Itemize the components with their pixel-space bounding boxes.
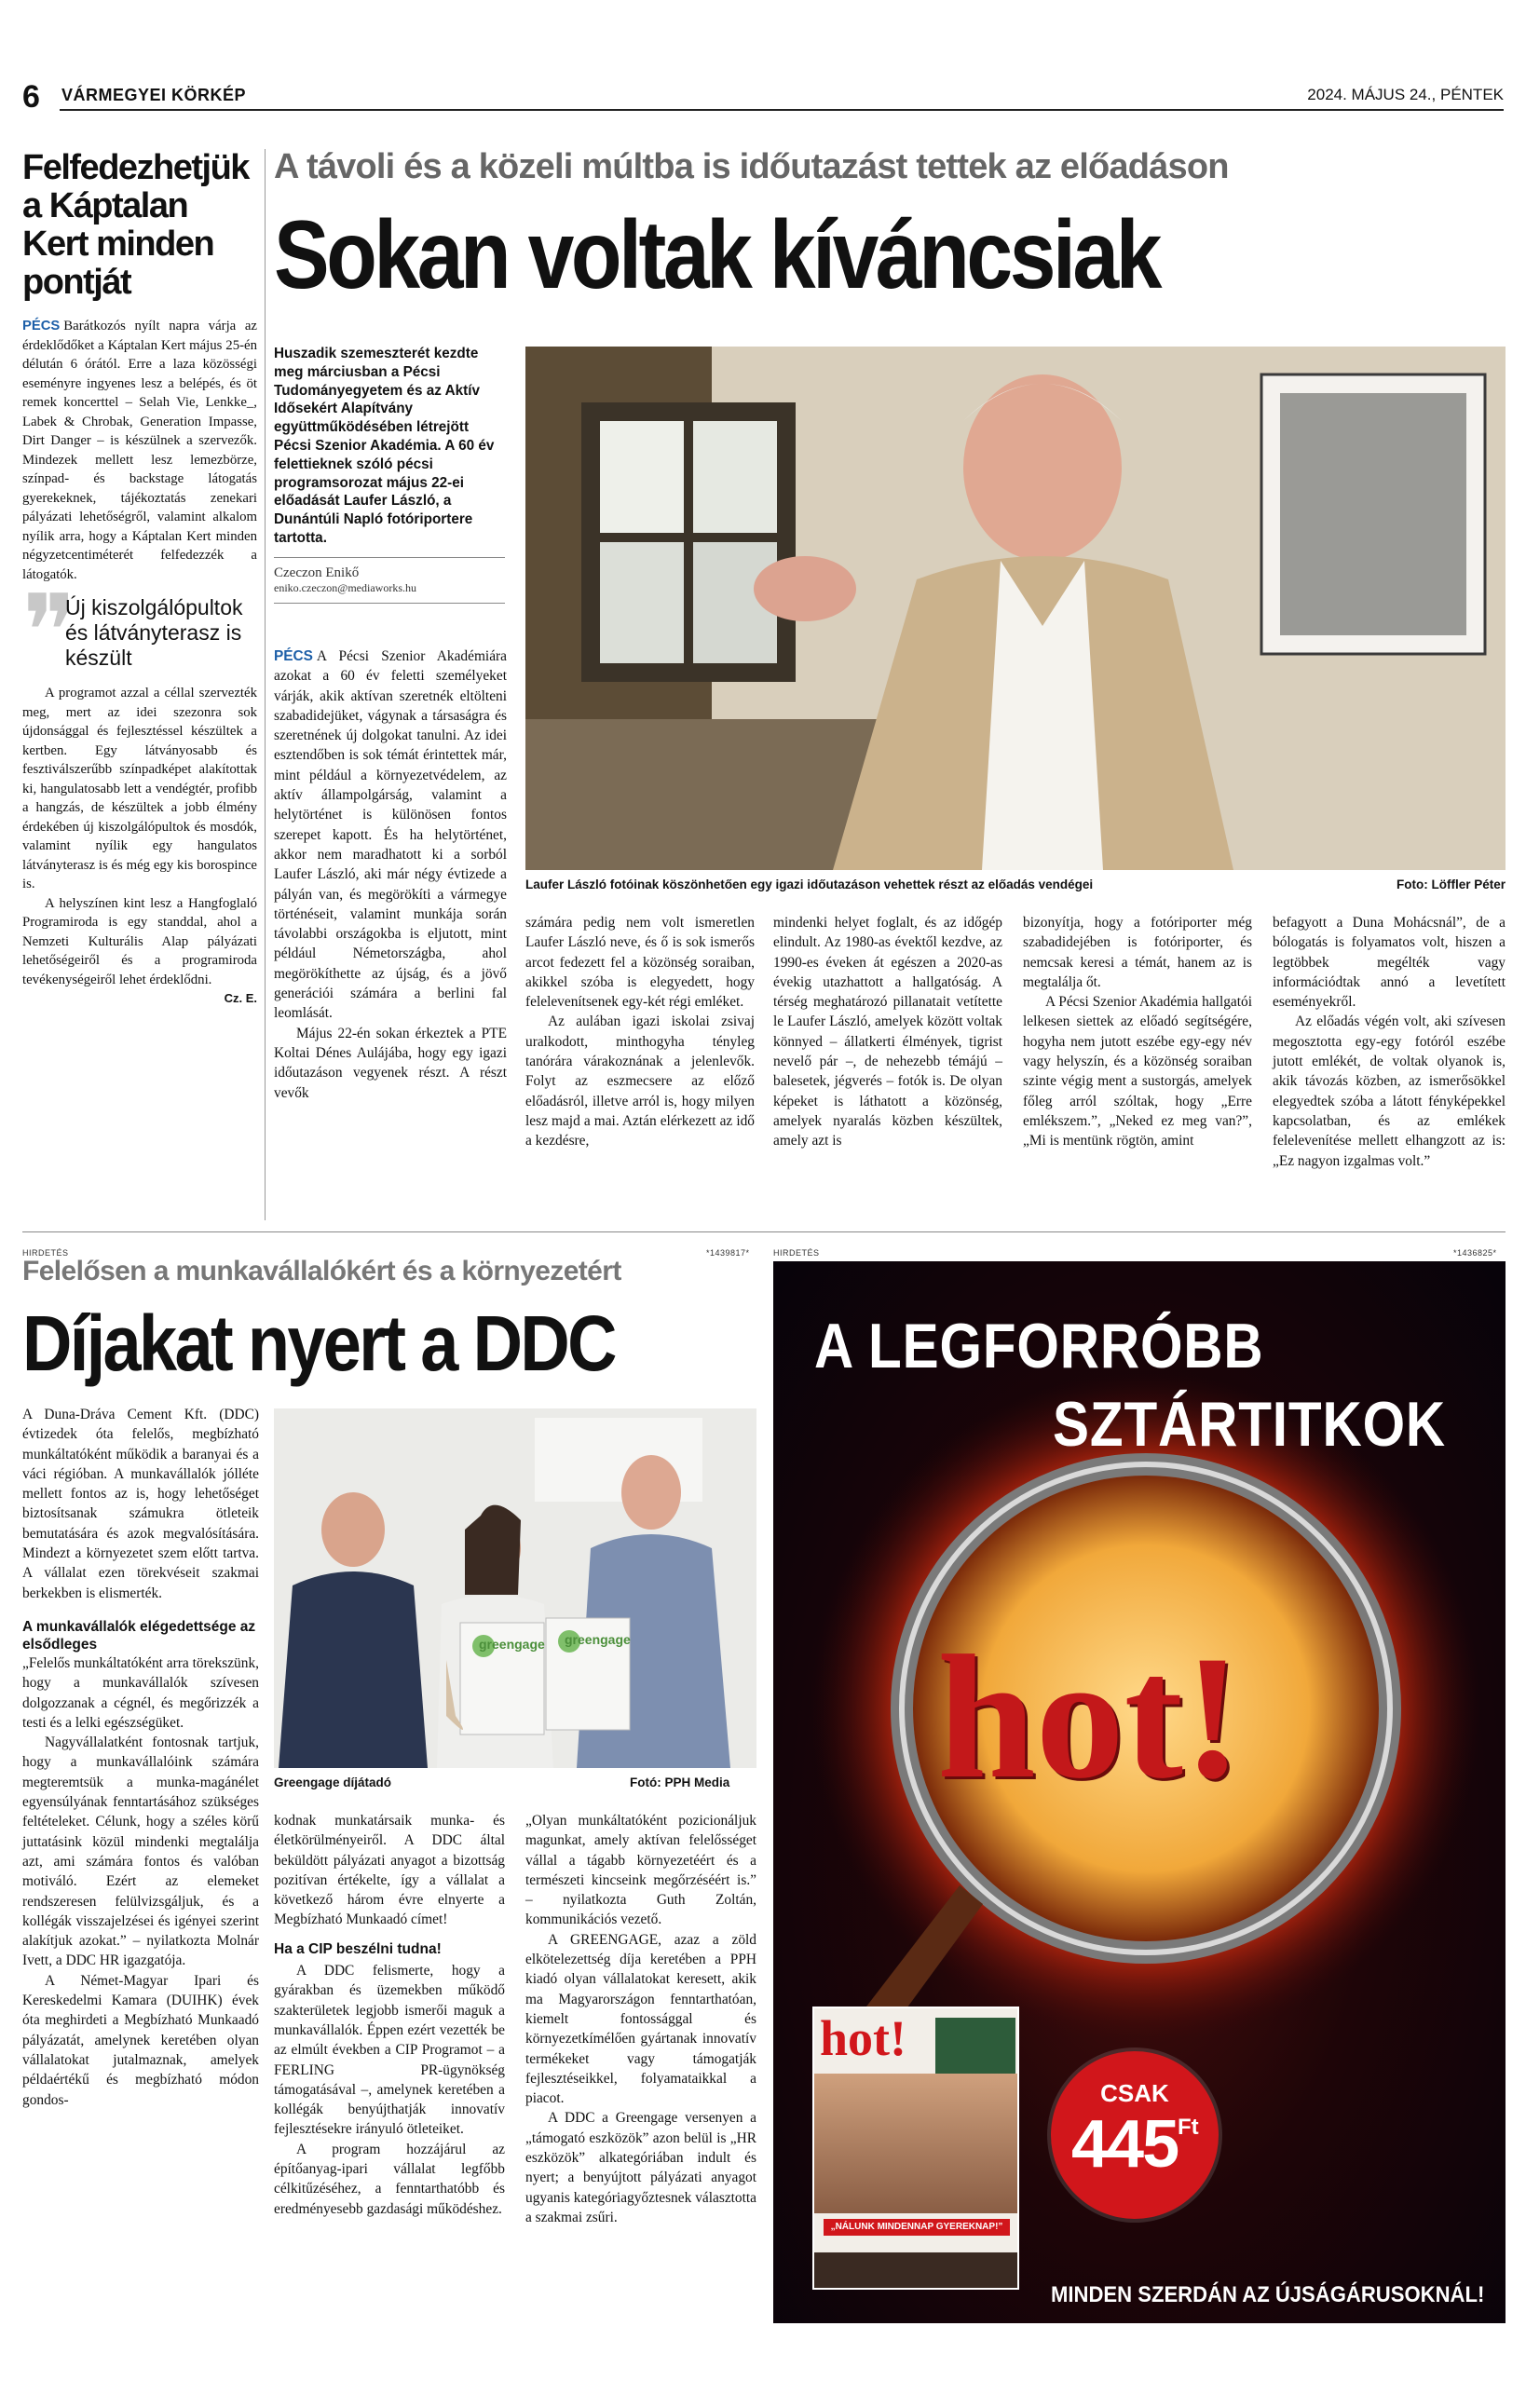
main-col4: bizonyítja, hogy a fotóriporter még szabadidejében is fotóriporter, és nemcsak keresi a témát, hanem az is megtalálja őt. A Pécsi Szenior Akadémia hallgatói lelkesen siettek az előadó segítségére, hogyha nem jutott eszébe egy-egy név vagy helyszín, és a közönség soraiban szinte végig ment a sustorgás, amelyek főleg arról szóltak, hogy „Erre emlékszem.”, „Neked ez meg van?”, „Mi is mentünk rögtön, amint <box>1023 915 1252 1150</box>
hot-ad-label: HIRDETÉS <box>773 1248 820 1258</box>
hot-headline-2: SZTÁRTITKOK <box>1053 1389 1447 1460</box>
price-value: 445 <box>1071 2107 1179 2182</box>
ad-separator <box>22 1231 1506 1232</box>
price-currency: Ft <box>1178 2115 1199 2140</box>
main-intro: Huszadik szemeszterét kezdte meg márciusban a Pécsi Tudományegyetem és az Aktív Idősekért Alapítvány együttműködésében létrejött Pécsi Szenior Akadémia. A 60 év felettieknek szóló pécsi programsorozat május 22-ei előadását Laufer László, a Dunántúli Napló fotóriportere tartotta. Czeczon Enikő eniko.czeczon@mediaworks.hu <box>274 345 507 604</box>
side-article <box>22 149 257 1220</box>
hot-logo: hot! <box>937 1620 1243 1816</box>
main-photo <box>525 347 1506 870</box>
ddc-award-photo <box>274 1408 756 1768</box>
hot-ad-code: *1436825* <box>1453 1248 1497 1258</box>
main-kicker: A távoli és a közeli múltba is időutazást tettek az előadáson <box>274 147 1229 186</box>
page-header <box>22 80 1504 117</box>
hot-headline-1: A LEGFORRÓBB <box>814 1311 1264 1381</box>
photo-credit: Foto: Löffler Péter <box>1397 877 1506 891</box>
main-headline: Sokan voltak kíváncsiak <box>274 201 1160 309</box>
section-name: VÁRMEGYEI KÖRKÉP <box>61 86 247 104</box>
lead-tag: PÉCS <box>22 319 61 333</box>
author: Czeczon Enikő <box>274 565 360 580</box>
ad-code: *1439817* <box>706 1248 750 1258</box>
ddc-col1: A Duna-Dráva Cement Kft. (DDC) évtizedek óta felelős, megbízható munkáltatóként működik a baranyai és a váci régióban. A munkavállalók jólléte mellett fontos az is, hogy lehetőséget biztosítsanak számukra ötleteik bemutatására és azok megvalósítására. Mindezt a környezetet szem előtt tartva. A vállalat ezen törekvéseit szakmai berkekben is elismerték. A munkavállalók elégedettsége az elsődleges „Felelős munkáltatóként arra törekszünk, hogy a munkavállalók szívesen dolgozzanak a cégnél, és megőrizzék a testi és a lelki egészségüket. Nagyvállalatként fontosnak tartjuk, hogy a munkavállalóink számára megteremtsük a munka-magánélet egyensúlyának fenntartásához szükséges feltételeket. Célunk, hogy a széles körű juttatásink közül mindenki megtalálja azt, ami számára fontos és valóban motiváló. Ezért az elemeket rendszeresen felülvizsgáljuk, és a kollégák visszajelzései és igényei szerint alakítjuk azokat.” – nyilatkozta Molnár Ivett, a DDC HR igazgatója. A Német-Magyar Ipari és Kereskedelmi Kamara (DUIHK) évek óta meghirdeti a Megbízható Munkaadó pályázatát, amelynek keretében olyan vállalatokat jutalmaznak, amelyek példaértékű és megbízható módon gondos- <box>22 1407 259 2108</box>
hot-ad[interactable] <box>773 1261 1506 2323</box>
price-badge <box>1051 2051 1219 2219</box>
side-signature: Cz. E. <box>224 991 257 1005</box>
side-title: Felfedezhetjük a Káptalan Kert minden pontját <box>22 148 249 302</box>
photo-illustration <box>525 347 1506 870</box>
ddc-col2: kodnak munkatársaik munka- és életkörülményeiről. A DDC által beküldött pályázati anyagot a bizottság pozitívan értékelte, így a vállalat a következő három évre elnyerte a Megbízható Munkaadó címet! Ha a CIP beszélni tudna! A DDC felismerte, hogy a gyárakban és üzemekben működő szakterületek legjobb ismerői maguk a munkavállalók. Éppen ezért vezették be az elmúlt években a CIP Programot – a FERLING PR-ügynökség támogatásával –, amelynek keretében a kollégák benyújthatják innovatív fejlesztésekre irányuló ötleteiket. A program hozzájárul az építőanyag-ipari vállalat legfőbb célkitűzéséhez, a fenntarthatóbb és eredményesebb gazdasági működéshez. <box>274 1813 505 2217</box>
magazine-cover[interactable] <box>812 2007 1019 2290</box>
header-rule <box>60 109 1504 111</box>
price-label: CSAK <box>1100 2079 1169 2107</box>
issue-date: 2024. MÁJUS 24., PÉNTEK <box>1307 86 1504 103</box>
ddc-photo-credit: Fotó: PPH Media <box>630 1775 730 1789</box>
magazine-line: „NÁLUNK MINDENNAP GYEREKNAP!” <box>824 2219 1010 2236</box>
ddc-subhead-2: Ha a CIP beszélni tudna! <box>274 1940 442 1957</box>
main-col3: mindenki helyet foglalt, és az időgép elindult. Az 1980-as évektől kezdve, az 1990-es éveken át egészen a 2020-as évekig utazhattott a hallgatóság. A térség meghatározó pillanatait vetítette le Laufer László, amelyek között voltak könnyed – állatkerti élmények, tigrist nevelő pár –, de nehezebb témájú – balesetek, jégverés – fotók is. De olyan képeket is láthatott a közönség, amelyek nyaralás közben készültek, amely azt is <box>773 915 1002 1150</box>
photo-caption: Laufer László fotóinak köszönhetően egy igazi időutazáson vehettek részt az előadás vendégei <box>525 877 1094 891</box>
quote-mark-icon: ❞ <box>22 578 77 688</box>
side-body: A programot azzal a céllal szervezték meg, mert az idei szezonra sok újdonsággal és fejlesztéssel készültek a kertben. Egy látványosabb és fesztiválszerűbb színpadképet alakítottak ki, hangulatosabb lett a vendégtér, profibb a hangzás, de készültek a jobb élmény érdekében új kiszolgálópultok és mosdók, valamint nyílik egy hangulatos látványterasz is és még egy kis borospince is. A helyszínen kint lesz a Hangfoglaló Programiroda is egy standdal, ahol a Nemzeti Kulturális Alap pályázati lehetőségeiről és a programiroda tevékenységeiről lehet érdeklődni. Cz. E. <box>22 684 257 1009</box>
main-col5: befagyott a Duna Mohácsnál”, de a bólogatás is folyamatos volt, hiszen a legtöbbek megélték vagy információdtak annó a levetített eseményekről. Az előadás végén volt, aki szívesen megosztotta egy-egy fotóról eszébe jutott emlékét, de voltak olyanok is, akik távozás közben, az ismerősökkel elegyedtek szóba a látott fényképekkel kapcsolatban, és az emlékek felelevenítése mellett elhangzott az is: „Ez nagyon izgalmas volt.” <box>1273 915 1506 1169</box>
ddc-subhead-1: A munkavállalók elégedettsége az elsődleges <box>22 1618 256 1653</box>
ad-label: HIRDETÉS <box>22 1248 69 1258</box>
magazine-logo: hot! <box>820 2010 906 2066</box>
main-col1: PÉCS A Pécsi Szenior Akadémiára azokat a 60 év feletti személyeket várják, akik aktívan szeretnék eltölteni szabadidejüket, vágynak a társaságra és szeretnének új dolgokat tanulni. Az idei esztendőben is sok témát érintettek már, mint például a környezetvédelem, az aktív állampolgárság, valamint a helytörténet is különösen fontos szerepet kapott. És ha helytörténet, akkor nem maradhatott ki a sorból Laufer László, aki már négy évtizede a pályán van, és megörökíti a vármegye történéseit, valamint munkája során távolabbi országokba is eljutott, mint például Németországba, ahol megörökíthette az újság, és a jövő generációi számára a berlini fal leomlását. Május 22-én sokan érkeztek a PTE Koltai Dénes Aulájába, hogy egy igazi időutazáson vegyenek részt. A részt vevők <box>274 648 507 1101</box>
page-number: 6 <box>22 79 40 115</box>
author-email: eniko.czeczon@mediaworks.hu <box>274 580 416 594</box>
ddc-col3: „Olyan munkáltatóként pozicionáljuk magunkat, amely aktívan felelősséget vállal a tágabb környezetéért és a természeti kincseink megőrzéséért is.” – nyilatkozta Guth Zoltán, kommunikációs vezető. A GREENGAGE, azaz a zöld elkötelezettség díja keretében a PPH kiadó olyan vállalatokat keresett, akik ma Magyarországon fenntarthatóan, kiemelt fontossággal és környezetkímélően gyártanak innovatív termékeket vagy támogatják fejlesztéseikkel, folyamataikkal a piacot. A DDC a Greengage versenyen a „támogató eszközök” azon belül is „HR eszközök” alkategóriában indult és nyert; a benyújtott pályázati anyagot ugyanis kategóriagyőztesnek választotta a szakmai zsűri. <box>525 1813 756 2225</box>
greengage-logo-1: greengage <box>479 1637 545 1652</box>
ddc-photo-caption: Greengage díjátadó <box>274 1775 392 1789</box>
main-col2: számára pedig nem volt ismeretlen Laufer László neve, és ő is sok ismerős arcot fedezett fel a közönség soraiban, akikkel szóba is elegyedett, hogy felelevenítsenek egy-két régi emléket. Az aulában igazi iskolai zsivaj uralkodott, minthogyha tényleg tanórára várakoznának a jelenlevők. Folyt az eszmecsere az előző előadásról, illetve arról is, hogy milyen lesz majd a mai. Aztán elérkezett az idő a kezdésre, <box>525 915 755 1150</box>
column-rule <box>265 149 266 1220</box>
hot-footer: MINDEN SZERDÁN AZ ÚJSÁGÁRUSOKNÁL! <box>1051 2282 1485 2307</box>
award-photo-illustration <box>274 1408 756 1768</box>
pull-quote: ❞ Új kiszolgálópultok és látványterasz is készült <box>22 578 243 688</box>
ddc-kicker: Felelősen a munkavállalókért és a környezetért <box>22 1256 621 1286</box>
ddc-headline: Díjakat nyert a DDC <box>22 1299 615 1387</box>
side-lead: PÉCS Barátkozós nyílt napra várja az érdeklődőket a Káptalan Kert május 25-én délután 6 órától. Erre a laza közösségi eseményre ingyenes lesz a belépés, és öt remek koncerttel – Selah Vie, Lenkke_, Labek & Chrobak, Generation Impasse, Dirt Danger – is készülnek a szervezők. Mindezek mellett lesz lemezbörze, színpad- és backstage látogatás gyerekeknek, tájékoztatás zenekari pályázati lehetőségről, valamint alkalom nyílik arra, hogy a Káptalan Kert minden négyzetcentiméterét felfedezzék a látogatók. <box>22 319 257 582</box>
greengage-logo-2: greengage <box>565 1632 631 1647</box>
